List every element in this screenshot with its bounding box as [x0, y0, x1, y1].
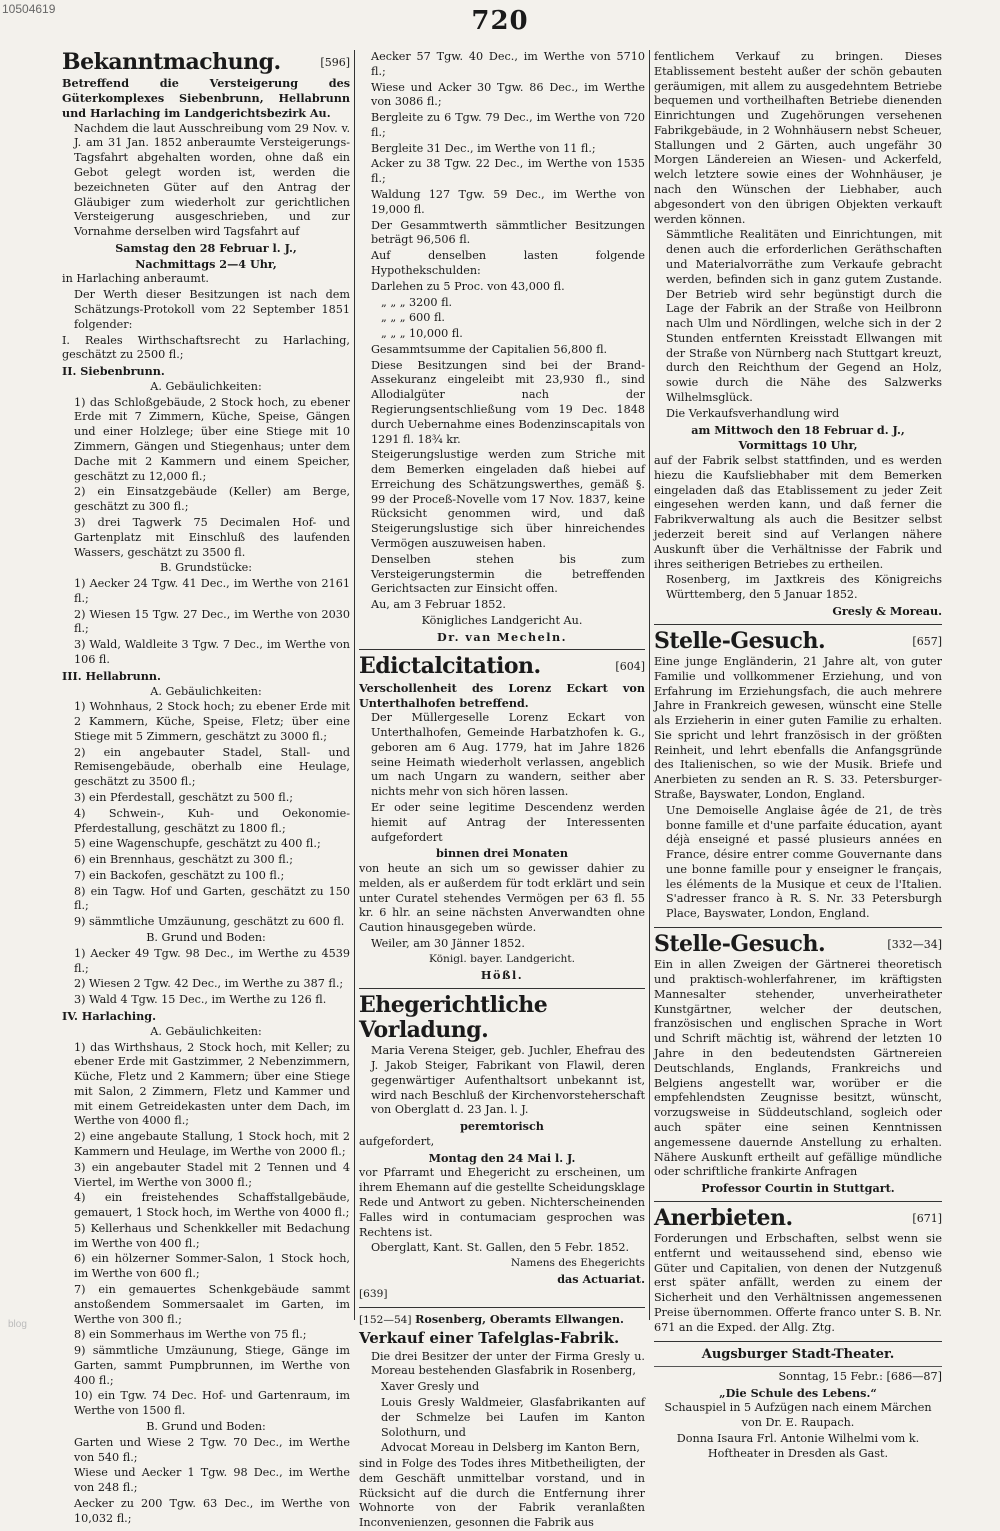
divider — [654, 1366, 942, 1367]
list-item: 4) Schwein-, Kuh- und Oekonomie-Pferdestallung, geschätzt zu 1800 fl.; — [74, 806, 350, 835]
subsection-heading: A. Gebäulichkeiten: — [150, 379, 262, 393]
watermark: blog — [8, 1319, 27, 1330]
fabrik-owner: Advocat Moreau in Delsberg im Kanton Bern, — [381, 1441, 640, 1455]
list-item: 5) eine Wagenschupfe, geschätzt zu 400 fl.; — [74, 837, 321, 851]
column-middle — [354, 50, 650, 1530]
column-left — [58, 49, 354, 1525]
divider — [654, 1201, 942, 1202]
list-item: 1) das Wirthshaus, 2 Stock hoch, mit Keller; zu ebener Erde mit Gastzimmer, 2 Nebenzimmern, Küche, Fletz und 2 Kammern; über eine Stiege mit Salon, 2 Zimmern, Fletz und Kammer und mit einem Getreidekasten unter dem Dach, im Werthe von 4000 fl.; — [74, 1040, 350, 1128]
ad-number: [152—54] — [359, 1313, 412, 1326]
loan-line: „ „ „ 3200 fl. — [381, 295, 453, 309]
list-item: 4) ein freistehendes Schaffstallgebäude, gemauert, 1 Stock hoch, im Werthe von 4000 fl.; — [74, 1191, 350, 1220]
section-heading: III. Hellabrunn. — [62, 668, 161, 683]
stelle2-text: Ein in allen Zweigen der Gärtnerei theoretisch und praktisch-wohlerfahrener, im kräftigsten Mannesalter stehender, unverheiratheter Kunstgärtner, welcher der deutschen, französischen und englischen Sprache in Wort und Schrift mächtig ist, während der letzten 10 Jahre in den bedeutendsten Gärtnereien Deutschlands, Englands, Frankreichs und Belgiens angestellt war, worüber er die empfehlendsten Zeugnisse besitzt, wünscht, vorzugsweise in Süddeutschland, sogleich oder auch später eine seinen Kenntnissen angemessene dauernde Anstellung zu erhalten. Nähere Auskunft ertheilt auf gefällige mündliche oder schriftliche frankirte Anfragen — [654, 958, 942, 1179]
subsection-heading: A. Gebäulichkeiten: — [150, 684, 262, 698]
aner-number: [671] — [912, 1211, 942, 1225]
list-item: 6) ein Brennhaus, geschätzt zu 300 fl.; — [74, 853, 293, 867]
notice-text: Auf denselben lasten folgende Hypothekschulden: — [371, 249, 645, 277]
list-item: 2) ein angebauter Stadel, Stall- und Remisengebäude, oberhalb eine Heulage, geschätzt zu 3500 fl.; — [74, 745, 350, 789]
divider — [654, 927, 942, 928]
list-item: Aecker zu 200 Tgw. 63 Dec., im Werthe von 10,032 fl.; — [74, 1496, 350, 1525]
edict-subject: Verschollenheit des Lorenz Eckart von Unterthalhofen betreffend. — [359, 680, 645, 710]
fabrik-place-date: Rosenberg, im Jaxtkreis des Königreichs Württemberg, den 5 Januar 1852. — [666, 573, 942, 602]
list-item: 1) Wohnhaus, 2 Stock hoch; zu ebener Erde mit 2 Kammern, Küche, Speise, Fletz; über eine Stiege mit 5 Zimmern, geschätzt zu 3000 fl.; — [74, 700, 350, 743]
list-item: I. Reales Wirthschaftsrecht zu Harlaching, geschätzt zu 2500 fl.; — [62, 333, 350, 362]
edict-number: [604] — [615, 660, 645, 674]
list-item: 10) ein Tgw. 74 Dec. Hof- und Gartenraum, im Werthe von 1500 fl. — [74, 1389, 350, 1418]
ehe-signature: das Actuariat. — [557, 1272, 645, 1287]
fabrik-text: auf der Fabrik selbst stattfinden, und es werden hiezu die Kaufsliebhaber mit dem Bemerken eingeladen daß das Etablissement zu jeder Zeit eingesehen werden kann, und daß ferner die Fabrikverwaltung als auch die Besitzer selbst jederzeit bereit sind auf Verlangen nähere Auskunft über die Verhältnisse der Fabrik und ihres seitherigen Betriebes zu ertheilen. — [654, 454, 942, 571]
list-item: 3) ein Pferdestall, geschätzt zu 500 fl.; — [74, 791, 294, 805]
aner-text: Forderungen und Erbschaften, selbst wenn sie entfernt und weitaussehend sind, ebenso wie Güter und Capitalien, von denen der Nutzgenuß erst später anfällt, werden zu einem der Sicherheit und den Verhältnissen angemessenen Preise übernommen. Offerte franco unter S. B. Nr. 671 an die Exped. der Allg. Ztg. — [654, 1232, 942, 1334]
notice-text: Steigerungslustige werden zum Striche mit dem Bemerken eingeladen daß hiebei auf Erreichung des Schätzungswerthes, gemäß §. 99 der Proceß-Novelle vom 17 Nov. 1837, keine Rücksicht genommen wird, und daß Steigerungslustige sich über hinreichendes Vermögen auszuweisen haben. — [371, 448, 645, 550]
edict-text: von heute an sich um so gewisser dahier zu melden, als er außerdem für todt erklärt und sein unter Curatel stehendes Vermögen per 63 fl. 55 kr. 6 hlr. an seine nächsten Anverwandten ohne Caution hinausgegeben würde. — [359, 862, 645, 935]
edict-date: Weiler, am 30 Jänner 1852. — [371, 937, 525, 951]
ehe-title: Ehegerichtliche Vorladung. — [359, 991, 548, 1043]
notice-text: Denselben stehen bis zum Versteigerungstermin die betreffenden Gerichtsacten zur Einsicht offen. — [371, 552, 645, 596]
divider — [359, 988, 645, 989]
theater-desc: Schauspiel in 5 Aufzügen nach einem Märchen von Dr. E. Raupach. — [664, 1401, 932, 1430]
list-item: 2) eine angebaute Stallung, 1 Stock hoch, mit 2 Kammern und Heulage, im Werthe von 2000 fl.; — [74, 1130, 350, 1158]
list-item: 1) Aecker 24 Tgw. 41 Dec., im Werthe von 2161 fl.; — [74, 577, 350, 605]
fabrik-date: am Mittwoch den 18 Februar d. J., — [691, 422, 905, 437]
notice-text: Diese Besitzungen sind bei der Brand-Assekuranz eingeleibt mit 23,930 fl., sind Allodialgüter nach der Regierungsentschließung vom 19 Dec. 1848 durch Uebernahme eines Bodenzinscapitals von 1291 fl. 18¾ kr. — [371, 358, 645, 446]
subsection-heading: B. Grundstücke: — [159, 561, 253, 575]
theater-title: Augsburger Stadt-Theater. — [701, 1346, 895, 1362]
divider — [359, 649, 645, 650]
edict-text: Er oder seine legitime Descendenz werden hiemit auf Antrag der Interessenten aufgefordert — [371, 801, 645, 844]
divider — [359, 1307, 645, 1308]
fabrik-text: Die drei Besitzer der unter der Firma Gresly u. Moreau bestehenden Glasfabrik in Rosenberg, — [371, 1349, 645, 1378]
list-item: 8) ein Sommerhaus im Werthe von 75 fl.; — [74, 1328, 307, 1342]
loan-line: „ „ „ 10,000 fl. — [381, 327, 463, 341]
notice-subject: Betreffend die Versteigerung des Güterkomplexes Siebenbrunn, Hellabrunn und Harlaching im Landgerichtsbezirk Au. — [62, 76, 350, 120]
list-item: 8) ein Tagw. Hof und Garten, geschätzt zu 150 fl.; — [74, 884, 350, 913]
notice-signature: Dr. van Mecheln. — [437, 629, 567, 644]
fabrik-title: Verkauf einer Tafelglas-Fabrik. — [359, 1328, 620, 1347]
list-item: 2) Wiesen 2 Tgw. 42 Dec., im Werthe zu 387 fl.; — [74, 977, 344, 991]
loan-line: „ „ „ 600 fl. — [381, 311, 445, 325]
columns — [58, 49, 948, 1530]
notice-number: [596] — [320, 56, 350, 69]
aner-title: Anerbieten. — [654, 1204, 793, 1231]
column-right — [650, 50, 946, 1460]
list-item: 1) das Schloßgebäude, 2 Stock hoch, zu ebener Erde mit 7 Zimmern, Küche, Speise, Gängen und einer Holzlege; über eine Stiege mit 10 Zimmern, Gängen und Stiegenhaus; unter dem Dache mit 2 Kammern und einem Speicher, geschätzt zu 12,000 fl.; — [74, 395, 350, 483]
list-item: 7) ein gemauertes Schenkgebäude sammt anstoßendem Sommersaalet im Garten, im Werthe von 300 fl.; — [74, 1283, 350, 1326]
list-item: 7) ein Backofen, geschätzt zu 100 fl.; — [74, 868, 285, 882]
list-item: 2) ein Einsatzgebäude (Keller) am Berge, geschätzt zu 300 fl.; — [74, 485, 350, 514]
notice-authority: Königliches Landgericht Au. — [421, 613, 583, 627]
ehe-text: aufgefordert, — [359, 1134, 435, 1148]
edict-deadline: binnen drei Monaten — [435, 846, 569, 861]
fabrik-text: Die Verkaufsverhandlung wird — [666, 406, 840, 420]
notice-text: Der Gesammtwerth sämmtlicher Besitzungen beträgt 96,506 fl. — [371, 218, 645, 247]
ehe-place-date: Oberglatt, Kant. St. Gallen, den 5 Febr. 1852. — [371, 1241, 630, 1255]
list-item: 5) Kellerhaus und Schenkkeller mit Bedachung im Werthe von 400 fl.; — [74, 1221, 350, 1250]
notice-place: in Harlaching anberaumt. — [62, 272, 209, 286]
subsection-heading: B. Grund und Boden: — [146, 931, 266, 945]
theater-play: „Die Schule des Lebens.“ — [719, 1385, 877, 1400]
subsection-heading: B. Grund und Boden: — [146, 1420, 266, 1434]
list-item: Garten und Wiese 2 Tgw. 70 Dec., im Werthe von 540 fl.; — [74, 1435, 350, 1464]
notice-text: Nachdem die laut Ausschreibung vom 29 Nov. v. J. am 31 Jan. 1852 anberaumte Versteigerungs-Tagsfahrt abgehalten worden, ohne daß ein Gebot gelegt worden ist, werden die bezeichneten Güter auf den Antrag der Gläubiger zum wiederholt zur gerichtlichen Versteigerung ausgeschrieben, und zur Vornahme derselben wird Tagsfahrt auf — [74, 121, 350, 239]
ehe-authority: Namens des Ehegerichts — [510, 1257, 645, 1270]
edict-signature: Hößl. — [480, 967, 524, 982]
divider — [654, 624, 942, 625]
ehe-text: Maria Verena Steiger, geb. Juchler, Ehefrau des J. Jakob Steiger, Fabrikant von Flawil, deren gegenwärtiger Aufenthaltsort unbekannt ist, wird nach Beschluß der Kirchenvorsteherschaft von Oberglatt d. 23 Jan. l. J. — [371, 1044, 645, 1117]
list-item: Bergleite 31 Dec., im Werthe von 11 fl.; — [371, 141, 596, 155]
section-heading: IV. Harlaching. — [62, 1008, 157, 1023]
page-number: 720 — [471, 6, 529, 36]
notice-date: Samstag den 28 Februar l. J., — [115, 240, 297, 255]
list-item: 9) sämmtliche Umzäunung, Stiege, Gänge im Garten, sammt Pumpbrunnen, im Werthe von 400 fl.; — [74, 1344, 350, 1387]
list-item: Bergleite zu 6 Tgw. 79 Dec., im Werthe von 720 fl.; — [371, 111, 645, 139]
stelle2-signature: Professor Courtin in Stuttgart. — [701, 1181, 895, 1196]
list-item: 3) drei Tagwerk 75 Decimalen Hof- und Gartenplatz mit Einschluß des laufenden Wassers, geschätzt zu 3500 fl. — [74, 515, 350, 559]
stelle1-text: Eine junge Engländerin, 21 Jahre alt, von guter Familie und vollkommener Erziehung, und von Erfahrung im Erziehungsfach, die auch mehrere Jahre in Frankreich gewesen, wünscht eine Stelle als Erzieherin in einer guten Familie zu erhalten. Sie spricht und lehrt französisch in der größten Reinheit, und lehrt ebenfalls die Anfangsgründe des Italienischen, so wie der Musik. Briefe und Anerbieten zu senden an R. S. 33. Petersburger-Straße, Bayswater, London, England. — [654, 654, 942, 802]
list-item: Acker zu 38 Tgw. 22 Dec., im Werthe von 1535 fl.; — [371, 157, 645, 186]
notice-time: Nachmittags 2—4 Uhr, — [135, 256, 277, 271]
notice-title: Bekanntmachung. — [62, 49, 281, 75]
list-item: 6) ein hölzerner Sommer-Salon, 1 Stock hoch, im Werthe von 600 fl.; — [74, 1252, 350, 1281]
fabrik-owner: Xaver Gresly und — [381, 1380, 480, 1394]
stelle1-number: [657] — [912, 634, 942, 648]
stelle2-number: [332—34] — [887, 938, 942, 952]
list-item: Aecker 57 Tgw. 40 Dec., im Werthe von 5710 fl.; — [371, 50, 645, 78]
fabrik-signature: Gresly & Moreau. — [832, 603, 942, 618]
list-item: 2) Wiesen 15 Tgw. 27 Dec., im Werthe von 2030 fl.; — [74, 607, 350, 636]
list-item: 3) Wald, Waldleite 3 Tgw. 7 Dec., im Werthe von 106 fl. — [74, 638, 350, 666]
fabrik-owner: Louis Gresly Waldmeier, Glasfabrikanten auf der Schmelze bei Laufen im Kanton Solothurn, und — [381, 1395, 645, 1439]
list-item: Waldung 127 Tgw. 59 Dec., im Werthe von 19,000 fl. — [371, 188, 645, 216]
subsection-heading: A. Gebäulichkeiten: — [150, 1024, 262, 1038]
fabrik-head: Rosenberg, Oberamts Ellwangen. — [415, 1311, 624, 1326]
notice-text: Der Werth dieser Besitzungen ist nach dem Schätzungs-Protokoll vom 22 September 1851 folgender: — [74, 288, 350, 331]
ehe-date: Montag den 24 Mai l. J. — [428, 1150, 576, 1165]
stelle1-text-fr: Une Demoiselle Anglaise âgée de 21, de très bonne famille et d'une parfaite éducation, ayant déjà enseigné et passé plusieurs années en France, désire entrer comme Gouvernante dans une bonne famille pour y enseigner le français, les éléments de la Musique et ceux de l'Italien. S'adresser franco à R. S. Nr. 33 Petersburgh Place, Bayswater, London, England. — [666, 803, 942, 921]
fabrik-text: sind in Folge des Todes ihres Mitbetheiligten, der dem Geschäft unmittelbar vorstand, und in Rücksicht auf die durch die Entfernung ihrer Wohnorte von der Fabrik veranlaßten Inconvenienzen, gesonnen die Fabrik aus — [359, 1457, 645, 1530]
edict-authority: Königl. bayer. Landgericht. — [429, 952, 575, 965]
stelle1-title: Stelle-Gesuch. — [654, 627, 826, 654]
ad-number: [639] — [359, 1287, 388, 1300]
ehe-text: vor Pfarramt und Ehegericht zu erscheinen, um ihrem Ehemann auf die gestellte Scheidungsklage Rede und Antwort zu geben. Nichterscheinenden Falles wird in contumaciam gesprochen was Rechtens ist. — [359, 1166, 645, 1239]
list-item: 9) sämmtliche Umzäunung, geschätzt zu 600 fl. — [74, 915, 345, 929]
fabrik-text: Sämmtliche Realitäten und Einrichtungen, mit denen auch die erforderlichen Geräthschaften und Materialvorräthe zum Verkaufe gebracht werden, befinden sich in ganz gutem Zustande. Der Betrieb wird sehr begünstigt durch die Lage der Fabrik an der Straße von Heilbronn nach Ulm und Nördlingen, welche sich in der 2 Stunden entfernten Kreisstadt Ellwangen mit der Straße von Nürnberg nach Stuttgart kreuzt, durch den Reichthum der Gegend an Holz, sowie durch die Nähe des Salzwerks Wilhelmsglück. — [666, 228, 942, 404]
list-item: 3) ein angebauter Stadel mit 2 Tennen und 4 Viertel, im Werthe von 3000 fl.; — [74, 1160, 350, 1189]
list-item: 1) Aecker 49 Tgw. 98 Dec., im Werthe zu 4539 fl.; — [74, 946, 350, 975]
divider — [654, 1341, 942, 1342]
list-item: Wiese und Aecker 1 Tgw. 98 Dec., im Werthe von 248 fl.; — [74, 1466, 350, 1495]
fabrik-time: Vormittags 10 Uhr, — [738, 438, 858, 453]
fabrik-text: fentlichem Verkauf zu bringen. Dieses Etablissement besteht außer der schön gebauten geräumigen, mit allem zu ausgedehntem Betriebe bequemen und vortheilhaften Betriebe dienenden Einrichtungen und Zugehörungen versehenen Fabrikgebäude, in 2 Wohnhäusern nebst Scheuer, Stallungen und 2 Gärten, auch ungefähr 30 Morgen Ländereien an Wiesen- und Ackerfeld, welch letztere sowie eines der Wohnhäuser, je nach den Wünschen der Liebhaber, auch abgesondert von den übrigen Objekten verkauft werden können. — [654, 50, 942, 226]
ehe-emphasis: peremtorisch — [460, 1119, 544, 1134]
section-heading: II. Siebenbrunn. — [62, 364, 165, 379]
theater-date: Sonntag, 15 Febr.: [686—87] — [778, 1369, 942, 1383]
edict-text: Der Müllergeselle Lorenz Eckart von Unterthalhofen, Gemeinde Harbatzhofen k. G., geboren am 6 Aug. 1779, hat im Jahre 1826 seine Heimath wiederholt verlassen, angeblich um nach Ungarn zu wandern, seither aber nichts mehr von sich hören lassen. — [371, 711, 645, 799]
list-item: Wiese und Acker 30 Tgw. 86 Dec., im Werthe von 3086 fl.; — [371, 80, 645, 109]
edict-title: Edictalcitation. — [359, 653, 541, 680]
theater-cast: Donna Isaura Frl. Antonie Wilhelmi vom k. Hoftheater in Dresden als Gast. — [676, 1431, 920, 1460]
loan-total: Gesammtsumme der Capitalien 56,800 fl. — [371, 342, 608, 356]
page-id: 10504619 — [2, 2, 56, 16]
stelle2-title: Stelle-Gesuch. — [654, 931, 826, 958]
loan-line: Darlehen zu 5 Proc. von 43,000 fl. — [371, 279, 565, 293]
list-item: 3) Wald 4 Tgw. 15 Dec., im Werthe zu 126 fl. — [74, 993, 327, 1007]
notice-date: Au, am 3 Februar 1852. — [371, 598, 506, 612]
